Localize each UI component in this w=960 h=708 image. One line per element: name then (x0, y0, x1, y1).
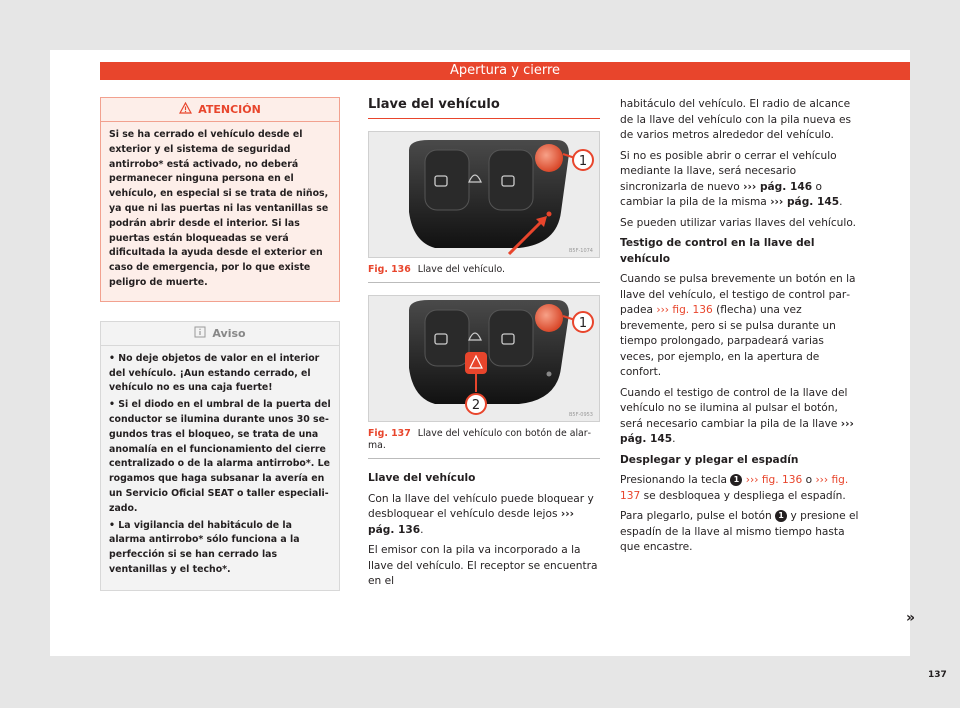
key-button-badge: 1 (775, 510, 787, 522)
middle-body-text (368, 471, 600, 590)
paragraph-text: o cambiar la pila de la misma (620, 180, 822, 208)
note-title: Aviso (212, 326, 246, 340)
figure-136 (368, 131, 600, 258)
warning-box (100, 97, 340, 302)
paragraph (620, 509, 860, 556)
figure-code: B5F-1074 (568, 248, 593, 254)
warning-header (101, 98, 339, 122)
punctuation: . (839, 196, 843, 208)
note-item: • La vigilancia del habitáculo de la alarma antirrobo* sólo funciona a la perfección si se han cerrado las ventanillas y el techo*. (109, 519, 300, 575)
subheading: Testigo de control en la llave del vehículo (620, 237, 815, 265)
paragraph: El emisor con la pila va incorporado a la llave del vehículo. El receptor se encuentra en el (368, 544, 598, 587)
figure-caption (368, 264, 600, 283)
warning-triangle-icon (179, 102, 192, 117)
page-reference-link[interactable]: ››› pág. 146 (743, 180, 813, 193)
left-column (100, 97, 340, 591)
warning-text: Si se ha cerrado el vehículo desde el exterior y el sistema de seguridad antirrobo* está activado, no deberá permanecer ninguna persona en el vehículo, en especial si se trata de niños, ya que ni las puertas ni las ventanillas se podrán abrir desde el interior. Si las puertas están bloqueadas se verá dificultada la ayuda desde el exterior en caso de emergencia, por lo que existe peligro de muerte. (109, 129, 329, 288)
note-item: • No deje objetos de valor en el interior del vehículo. ¡Aun estando cerrado, el vehículo no es una caja fuerte! (109, 352, 320, 394)
figure-number: Fig. 137 (368, 428, 411, 439)
punctuation: . (672, 433, 676, 445)
note-header (101, 322, 339, 346)
info-icon (194, 326, 206, 341)
page-reference-link[interactable]: ››› pág. 145 (620, 417, 854, 445)
figure-reference-link[interactable]: ››› fig. 137 (620, 474, 849, 502)
paragraph-text: se desbloquea y despliega el espadín. (643, 489, 846, 502)
key-fob-alarm-image (369, 296, 600, 422)
middle-column (368, 97, 600, 595)
paragraph (368, 492, 600, 539)
page-reference-link[interactable]: ››› pág. 136 (368, 508, 574, 536)
paragraph: habitáculo del vehículo. El radio de alcance de la llave del vehículo con la pila nueva es de varios metros alrededor del vehículo. (620, 98, 852, 141)
figure-label-1: 1 (578, 316, 588, 331)
right-body-text (620, 97, 860, 556)
paragraph-text: Presionando la tecla (620, 474, 728, 486)
figure-reference-link[interactable]: ››› fig. 136 (745, 474, 803, 486)
figure-number: Fig. 136 (368, 264, 411, 275)
paragraph (620, 272, 860, 381)
paragraph (620, 386, 860, 448)
key-button-badge: 1 (730, 474, 742, 486)
figure-label-1: 1 (578, 154, 588, 169)
figure-label-2: 2 (471, 398, 481, 413)
page-reference-link[interactable]: ››› pág. 145 (770, 196, 840, 208)
paragraph (620, 149, 860, 211)
warning-title: ATENCIÓN (198, 103, 261, 116)
paragraph-text: Si no es posible abrir o cerrar el vehículo mediante la llave, será necesario sincronizarla de nuevo (620, 149, 837, 193)
section-title: Llave del vehículo (368, 97, 600, 119)
note-body (101, 346, 339, 590)
paragraph-text: (flecha) una vez brevemente, pero si se pulsa durante un tiempo prolongado, parpadeará varias veces, por ejemplo, en la apertura de confort. (620, 304, 836, 378)
figure-reference-link[interactable]: ››› fig. 136 (656, 304, 713, 316)
paragraph (620, 473, 860, 504)
figure-caption (368, 428, 600, 459)
paragraph-text: Para plegarlo, pulse el botón (620, 510, 772, 522)
subheading: Desplegar y plegar el espadín (620, 453, 799, 466)
figure-code: B5F-0953 (568, 412, 593, 418)
figure-137 (368, 295, 600, 422)
paragraph-text: o (805, 474, 813, 486)
note-item: • Si el diodo en el umbral de la puerta del conductor se ilumina durante unos 30 segundos tras el bloqueo, se trata de una anomalía en el funcionamiento del cierre centralizado o de la alarma antirrobo*. Le rogamos que haga subsanar la avería en un Servicio Oficial SEAT o taller especializado. (109, 399, 331, 514)
punctuation: . (420, 523, 424, 536)
paragraph-text: Cuando el testigo de control de la llave del vehículo no se ilumina al pulsar el botón, será necesario cambiar la pila de la llave (620, 386, 848, 430)
right-column (620, 97, 860, 561)
paragraph-text: Cuando se pulsa brevemente un botón en la llave del vehículo, el testigo de control parpadea (620, 273, 856, 316)
caption-text: Llave del vehículo. (417, 264, 506, 275)
key-fob-image (369, 132, 600, 258)
continue-mark: » (906, 610, 916, 626)
paragraph: Se pueden utilizar varias llaves del vehículo. (620, 216, 856, 229)
subheading: Llave del vehículo (368, 472, 476, 484)
paragraph-text: y presione el espadín de la llave al mismo tiempo hasta que encastre. (620, 510, 859, 553)
page-header: Apertura y cierre (100, 62, 910, 80)
note-box (100, 321, 340, 591)
page-number: 137 (928, 670, 947, 680)
caption-text: Llave del vehículo con botón de alarma. (368, 428, 592, 451)
page (50, 50, 947, 680)
paragraph-text: Con la llave del vehículo puede bloquear y desbloquear el vehículo desde lejos (368, 492, 594, 520)
